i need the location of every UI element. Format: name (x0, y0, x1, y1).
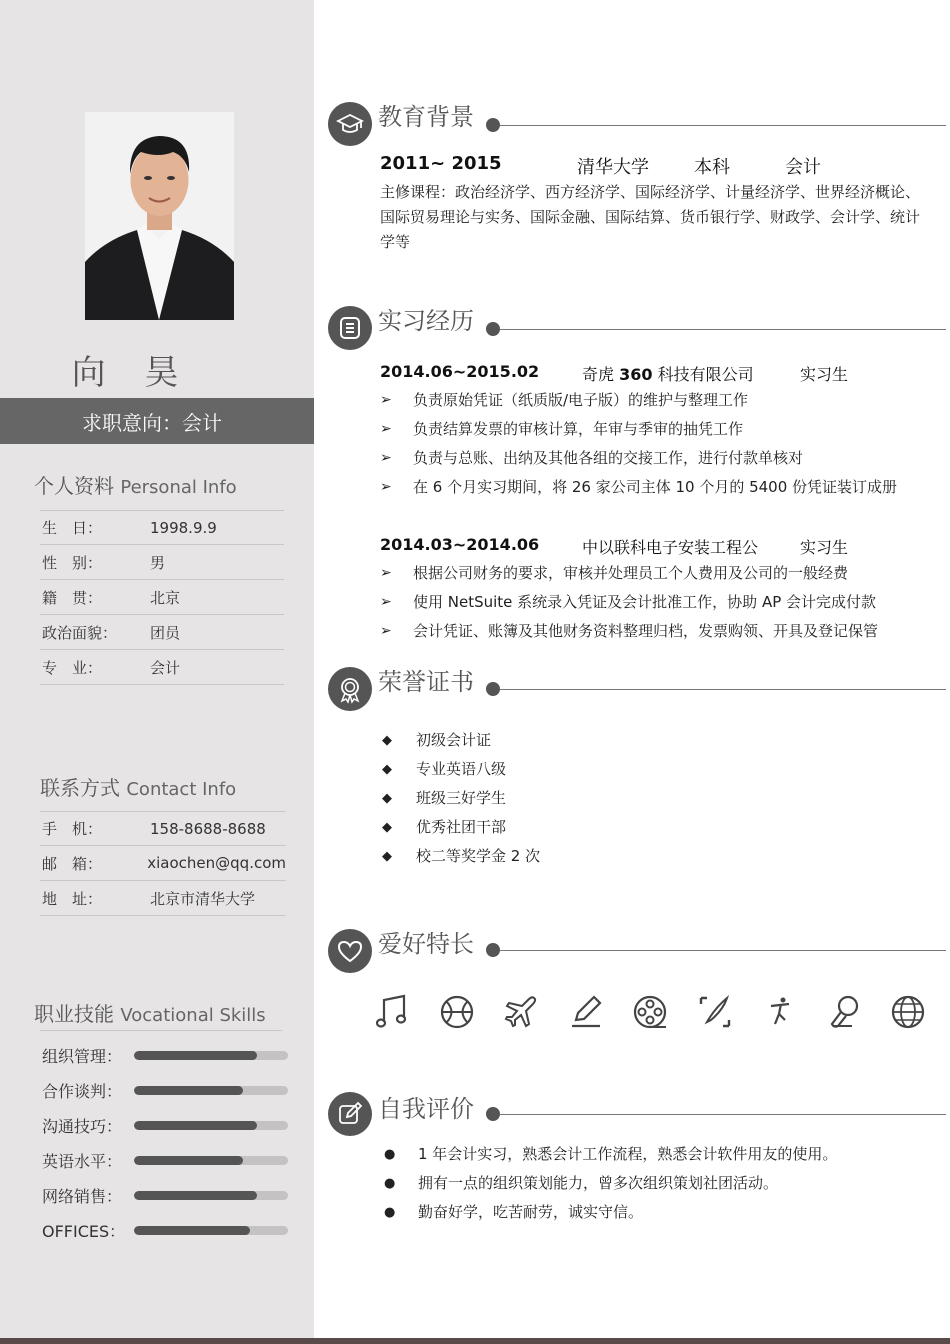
job-duties-1 (380, 386, 940, 502)
honors-list (382, 726, 540, 871)
contact-label: 邮 箱： (42, 854, 103, 873)
info-row-major (40, 650, 284, 685)
skill-level-fill (134, 1156, 243, 1165)
skill-level-fill (134, 1121, 257, 1130)
section-dot (486, 682, 500, 696)
skill-level-fill (134, 1086, 243, 1095)
section-line (500, 1114, 946, 1115)
info-label: 籍 贯： (42, 588, 103, 607)
education-period: 2011~ 2015 (380, 153, 502, 174)
candidate-name: 向 昊 (71, 353, 193, 393)
basketball-icon (435, 990, 479, 1034)
skill-row (42, 1183, 292, 1207)
skills-title-cn: 职业技能 (34, 1002, 114, 1026)
contact-value: 158-8688-8688 (150, 819, 266, 838)
hobbies-icons (370, 990, 930, 1040)
skill-row (42, 1218, 292, 1242)
award-medal-icon (328, 667, 372, 711)
film-reel-icon (628, 990, 672, 1034)
document-icon (328, 306, 372, 350)
info-value: 团员 (150, 623, 181, 642)
section-line (500, 950, 946, 951)
info-value: 北京 (150, 588, 181, 607)
skill-label: OFFICES： (42, 1221, 126, 1241)
contact-info-title-cn: 联系方式 (40, 776, 120, 800)
info-label: 专 业： (42, 658, 103, 677)
info-label: 生 日： (42, 519, 103, 537)
personal-info-heading (34, 470, 237, 499)
skill-label: 合作谈判： (42, 1081, 123, 1101)
skill-level-fill (134, 1191, 257, 1200)
airplane-icon (499, 990, 543, 1034)
graduation-cap-icon (328, 102, 372, 146)
section-dot (486, 322, 500, 336)
company-text-bold: 360 (619, 365, 653, 384)
education-major: 会计 (785, 157, 821, 178)
skill-row (42, 1078, 292, 1102)
list-item: ➢ 负责与总账、出纳及其他各组的交接工作，进行付款单核对 (380, 444, 940, 473)
skill-level-bar (134, 1226, 288, 1235)
education-header (380, 153, 821, 178)
contact-row-email (40, 846, 286, 881)
section-line (500, 329, 946, 330)
self-evaluation-title: 自我评价 (378, 1095, 474, 1123)
list-item: ● 拥有一点的组织策划能力，曾多次组织策划社团活动。 (384, 1169, 837, 1198)
skill-level-bar (134, 1086, 288, 1095)
list-item: ● 勤奋好学，吃苦耐劳，诚实守信。 (384, 1198, 837, 1227)
honors-title: 荣誉证书 (378, 668, 474, 696)
info-value: 男 (150, 553, 166, 572)
skill-label: 英语水平： (42, 1151, 123, 1171)
list-item: ◆ 校二等奖学金 2 次 (382, 842, 540, 871)
globe-icon (886, 990, 930, 1034)
skill-level-fill (134, 1226, 250, 1235)
job-company: 中以联科电子安装工程公 (582, 538, 759, 557)
company-text: 科技有限公司 (652, 365, 754, 384)
pen-icon (564, 990, 608, 1034)
list-item: ◆ 初级会计证 (382, 726, 540, 755)
skill-label: 沟通技巧： (42, 1116, 123, 1136)
skill-level-bar (134, 1121, 288, 1130)
list-item: ◆ 专业英语八级 (382, 755, 540, 784)
edit-icon (328, 1092, 372, 1136)
info-value: 1998.9.9 (150, 518, 217, 537)
hobbies-title: 爱好特长 (378, 930, 474, 958)
contact-row-address (40, 881, 286, 916)
list-item: ➢ 使用 NetSuite 系统录入凭证及会计批准工作，协助 AP 会计完成付款 (380, 588, 940, 617)
education-degree: 本科 (694, 157, 730, 178)
dance-icon (757, 990, 801, 1034)
microphone-icon (822, 990, 866, 1034)
writing-icon (693, 990, 737, 1034)
skills-title-en: Vocational Skills (120, 1005, 266, 1026)
list-item: ➢ 负责原始凭证（纸质版/电子版）的维护与整理工作 (380, 386, 940, 415)
list-item: ➢ 根据公司财务的要求，审核并处理员工个人费用及公司的一般经费 (380, 559, 940, 588)
info-value: 会计 (150, 658, 181, 677)
contact-value: 北京市清华大学 (150, 889, 256, 908)
skill-level-bar (134, 1051, 288, 1060)
list-item: ➢ 负责结算发票的审核计算，年审与季审的抽凭工作 (380, 415, 940, 444)
personal-info-title-en: Personal Info (120, 477, 237, 498)
education-courses: 主修课程：政治经济学、西方经济学、国际经济学、计量经济学、世界经济概论、国际贸易理论与实务、国际金融、国际结算、货币银行学、财政学、会计学、统计学等 (380, 183, 921, 251)
heart-icon (328, 929, 372, 973)
list-item: ◆ 班级三好学生 (382, 784, 540, 813)
internship-title: 实习经历 (378, 307, 474, 335)
list-item: ➢ 在 6 个月实习期间，将 26 家公司主体 10 个月的 5400 份凭证装订成册 (380, 473, 940, 502)
skill-label: 网络销售： (42, 1186, 123, 1206)
skill-row (42, 1148, 292, 1172)
job-company (582, 362, 754, 385)
job-duties-2 (380, 559, 940, 646)
section-dot (486, 1107, 500, 1121)
self-evaluation-list (384, 1140, 837, 1227)
info-row-gender (40, 545, 284, 580)
contact-info-heading (40, 772, 236, 801)
music-note-icon (370, 990, 414, 1034)
info-row-birthday (40, 510, 284, 545)
skill-row (42, 1043, 292, 1067)
section-dot (486, 118, 500, 132)
job-period: 2014.06~2015.02 (380, 362, 540, 381)
skill-level-bar (134, 1156, 288, 1165)
contact-label: 手 机： (42, 820, 103, 838)
info-label: 政治面貌： (42, 623, 118, 642)
contact-row-phone (40, 811, 286, 846)
list-item: ◆ 优秀社团干部 (382, 813, 540, 842)
job-header-2 (380, 535, 849, 557)
job-intent-text: 求职意向：会计 (82, 410, 222, 435)
sidebar (0, 0, 314, 1344)
skills-heading (34, 998, 266, 1027)
divider (40, 1030, 282, 1031)
info-label: 性 别： (42, 553, 103, 572)
job-intent-banner (0, 398, 314, 444)
profile-photo (85, 112, 234, 320)
section-line (500, 125, 946, 126)
bottom-accent-bar (0, 1338, 950, 1344)
job-role: 实习生 (800, 538, 849, 557)
education-title: 教育背景 (378, 103, 474, 131)
contact-info-title-en: Contact Info (126, 779, 237, 800)
job-role: 实习生 (800, 365, 849, 384)
email-link[interactable]: xiaochen@qq.com (147, 854, 286, 872)
skill-level-bar (134, 1191, 288, 1200)
section-dot (486, 943, 500, 957)
education-school: 清华大学 (577, 157, 649, 178)
skill-label: 组织管理： (42, 1046, 123, 1066)
skill-level-fill (134, 1051, 257, 1060)
list-item: ● 1 年会计实习，熟悉会计工作流程，熟悉会计软件用友的使用。 (384, 1140, 837, 1169)
job-header-1 (380, 362, 849, 384)
info-row-hometown (40, 580, 284, 615)
company-text: 奇虎 (582, 365, 620, 384)
info-row-political-status (40, 615, 284, 650)
job-period: 2014.03~2014.06 (380, 535, 540, 554)
contact-label: 地 址： (42, 889, 103, 908)
list-item: ➢ 会计凭证、账簿及其他财务资料整理归档，发票购领、开具及登记保管 (380, 617, 940, 646)
section-line (500, 689, 946, 690)
personal-info-title-cn: 个人资料 (34, 474, 114, 498)
skill-row (42, 1113, 292, 1137)
